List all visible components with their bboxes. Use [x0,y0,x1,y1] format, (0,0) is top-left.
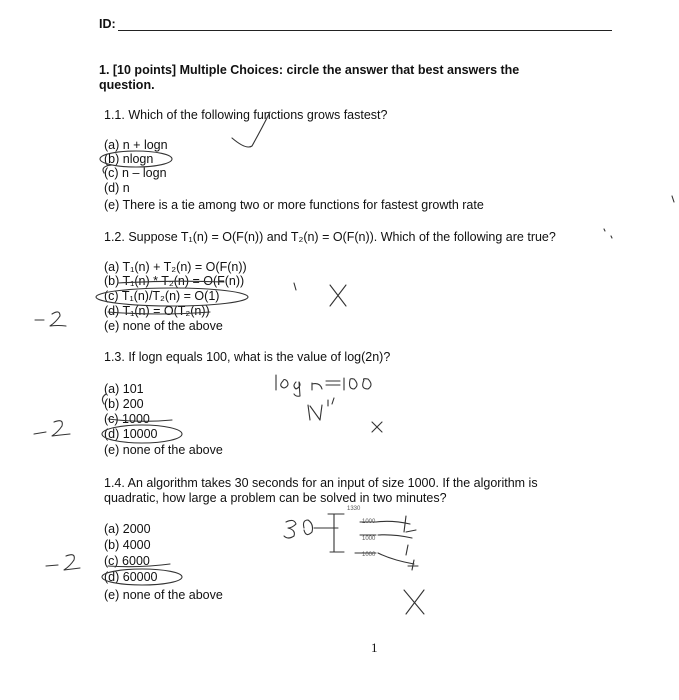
q1-1-option-a[interactable]: (a) n + logn [104,138,168,152]
svg-text:1000: 1000 [362,519,376,525]
q1-2-option-e[interactable]: (e) none of the above [104,319,223,333]
q1-3-prompt: 1.3. If logn equals 100, what is the value of log(2n)? [104,350,391,364]
q1-3-option-d[interactable]: (d) 10000 [104,427,158,441]
q1-4-option-d[interactable]: (d) 60000 [104,570,158,584]
question-title-line2: question. [99,78,155,92]
q1-3-option-e[interactable]: (e) none of the above [104,443,223,457]
q1-1-prompt: 1.1. Which of the following functions grows fastest? [104,108,388,122]
svg-text:1000: 1000 [362,552,376,558]
q1-2-option-b[interactable]: (b) T₁(n) * T₂(n) = O(F(n)) [104,274,245,288]
q1-4-prompt-line1: 1.4. An algorithm takes 30 seconds for an input of size 1000. If the algorithm is [104,476,538,490]
svg-text:1330: 1330 [347,506,361,512]
q1-4-option-e[interactable]: (e) none of the above [104,588,223,602]
svg-text:1000: 1000 [362,536,376,542]
q1-4-option-a[interactable]: (a) 2000 [104,522,151,536]
q1-1-option-c[interactable]: (c) n – logn [104,166,167,180]
q1-1-option-e[interactable]: (e) There is a tie among two or more functions for fastest growth rate [104,198,484,212]
q1-3-option-b[interactable]: (b) 200 [104,397,144,411]
q1-1-option-d[interactable]: (d) n [104,181,130,195]
id-line [118,30,612,31]
q1-3-option-a[interactable]: (a) 101 [104,382,144,396]
q1-4-option-b[interactable]: (b) 4000 [104,538,151,552]
q1-2-prompt: 1.2. Suppose T₁(n) = O(F(n)) and T₂(n) = O(F(n)). Which of the following are true? [104,230,556,244]
q1-2-option-d[interactable]: (d) T₁(n) = O(T₂(n)) [104,304,210,318]
q1-2-option-a[interactable]: (a) T₁(n) + T₂(n) = O(F(n)) [104,260,247,274]
q1-4-prompt-line2: quadratic, how large a problem can be solved in two minutes? [104,491,447,505]
q1-3-option-c[interactable]: (c) 1000 [104,412,150,426]
page-number: 1 [371,640,378,655]
q1-4-option-c[interactable]: (c) 6000 [104,554,150,568]
id-label: ID: [99,17,116,31]
q1-2-option-c[interactable]: (c) T₁(n)/T₂(n) = O(1) [104,289,220,303]
q1-1-option-b[interactable]: (b) nlogn [104,152,154,166]
question-title-line1: 1. [10 points] Multiple Choices: circle the answer that best answers the [99,63,520,77]
